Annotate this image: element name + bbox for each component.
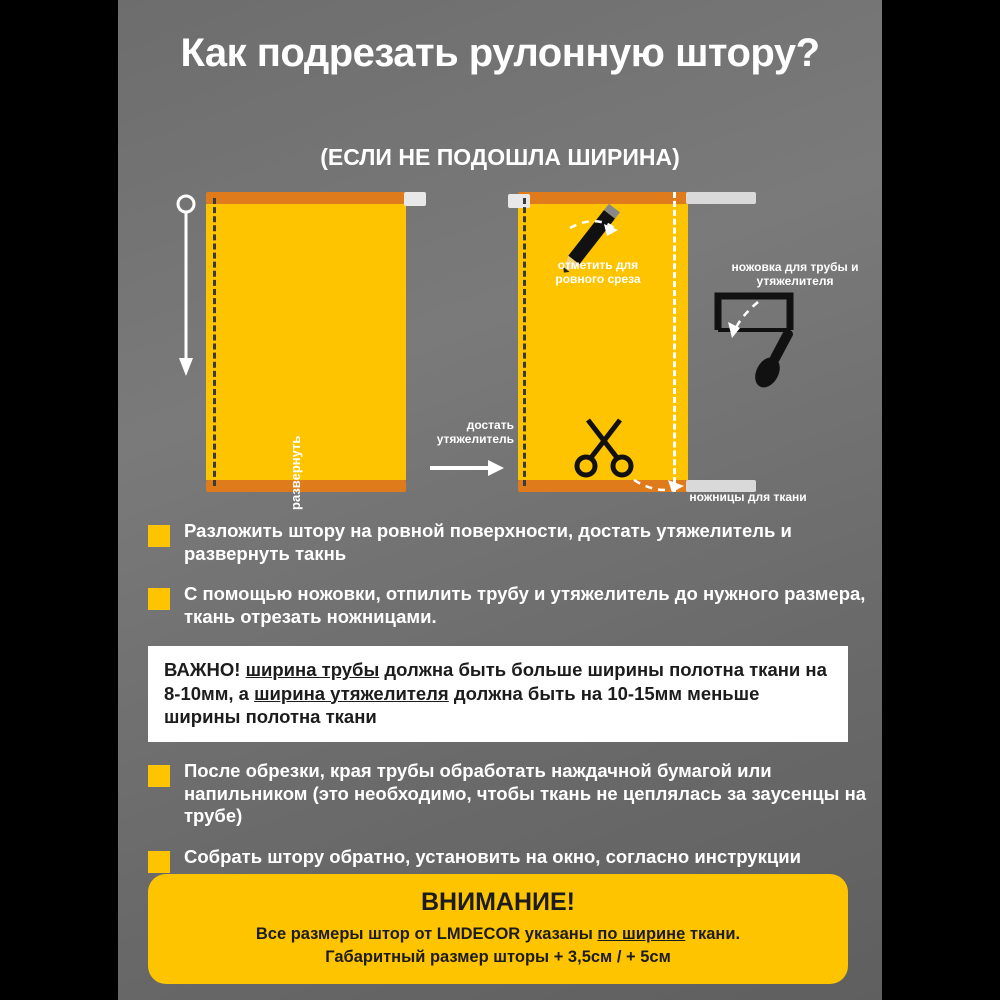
poster <box>118 0 882 1000</box>
important-mid-2: должна быть на 10-15мм меньше ширины полотна ткани <box>164 682 760 727</box>
step-text: Разложить штору на ровной поверхности, достать утяжелитель и развернуть такнь <box>184 520 792 564</box>
bullet-square-icon <box>148 851 170 873</box>
step-text: После обрезки, края трубы обработать наждачной бумагой или напильником (это необходимо, чтобы ткань не цеплялась за заусенцы на трубе) <box>184 760 867 827</box>
label-scissors: ножницы для ткани <box>689 490 807 504</box>
label-get-weight: достать утяжелитель <box>436 418 514 447</box>
attention-line1-underline: по ширине <box>597 925 686 944</box>
label-saw: ножовка для трубы и утяжелителя <box>731 260 859 289</box>
important-note <box>148 646 848 742</box>
step-text: С помощью ножовки, отпилить трубу и утяжелитель до нужного размера, ткань отрезать ножницами. <box>184 583 866 627</box>
instruction-diagram <box>118 180 882 520</box>
bullet-square-icon <box>148 588 170 610</box>
list-item <box>148 760 882 828</box>
attention-line1-b: ткани. <box>685 925 741 944</box>
important-mid-1: должна быть больше ширины полотна ткани на 8-10мм, а <box>164 659 827 704</box>
page-title: Как подрезать рулонную штору? <box>180 31 820 75</box>
list-item <box>148 520 882 565</box>
important-underline-2: ширина утяжелителя <box>254 682 449 704</box>
attention-line-1 <box>158 923 838 945</box>
diagram-overlay <box>118 180 882 520</box>
bullet-square-icon <box>148 525 170 547</box>
important-prefix: ВАЖНО! <box>164 659 246 681</box>
label-unroll: развернуть <box>288 435 303 510</box>
scissors-icon <box>577 420 631 475</box>
page-subtitle: (ЕСЛИ НЕ ПОДОШЛА ШИРИНА) <box>320 144 680 170</box>
left-letterbox <box>0 0 118 1000</box>
attention-box <box>148 874 848 984</box>
step-text: Собрать штору обратно, установить на окно, согласно инструкции <box>184 845 801 867</box>
attention-line1-a: Все размеры штор от LMDECOR указаны <box>255 925 598 944</box>
important-underline-1: ширина трубы <box>245 659 380 681</box>
list-item <box>148 846 882 873</box>
bullet-square-icon <box>148 765 170 787</box>
label-mark: отметить для ровного среза <box>555 258 641 287</box>
attention-title: ВНИМАНИЕ! <box>421 888 575 917</box>
steps-list <box>118 520 882 891</box>
right-letterbox <box>882 0 1000 1000</box>
attention-line-2: Габаритный размер шторы + 3,5см / + 5см <box>325 947 671 966</box>
list-item <box>148 583 882 628</box>
